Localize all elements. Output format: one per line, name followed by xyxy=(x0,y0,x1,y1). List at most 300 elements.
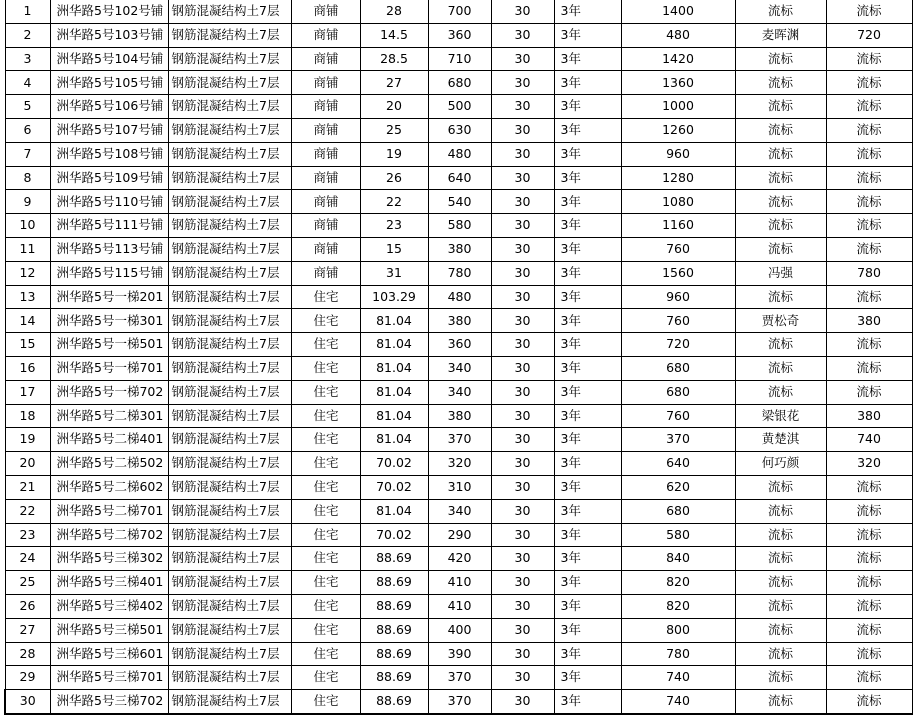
result-cell: 流标 xyxy=(826,190,912,214)
table-row xyxy=(5,475,912,499)
deposit-cell: 30 xyxy=(491,428,554,452)
usage-cell: 商铺 xyxy=(291,214,360,238)
row-number-cell: 17 xyxy=(5,380,50,404)
area-cell: 88.69 xyxy=(360,642,428,666)
deposit-cell: 30 xyxy=(491,523,554,547)
area-cell: 25 xyxy=(360,118,428,142)
result-cell: 流标 xyxy=(826,594,912,618)
address-cell: 洲华路5号109号铺 xyxy=(50,166,168,190)
lease-term-cell: 3年 xyxy=(554,475,621,499)
address-cell: 洲华路5号107号铺 xyxy=(50,118,168,142)
result-cell: 流标 xyxy=(826,142,912,166)
area-cell: 20 xyxy=(360,95,428,119)
structure-cell: 钢筋混凝结构土7层 xyxy=(168,499,291,523)
row-number-cell: 7 xyxy=(5,142,50,166)
lease-term-cell: 3年 xyxy=(554,71,621,95)
lease-term-cell: 3年 xyxy=(554,571,621,595)
lease-term-cell: 3年 xyxy=(554,190,621,214)
structure-cell: 钢筋混凝结构土7层 xyxy=(168,404,291,428)
table-row xyxy=(5,642,912,666)
amount-cell: 1420 xyxy=(621,47,735,71)
area-cell: 26 xyxy=(360,166,428,190)
result-cell: 流标 xyxy=(826,47,912,71)
address-cell: 洲华路5号二梯401 xyxy=(50,428,168,452)
rent-cell: 420 xyxy=(428,547,491,571)
address-cell: 洲华路5号106号铺 xyxy=(50,95,168,119)
structure-cell: 钢筋混凝结构土7层 xyxy=(168,71,291,95)
lease-term-cell: 3年 xyxy=(554,214,621,238)
bidder-cell: 流标 xyxy=(735,333,826,357)
amount-cell: 1260 xyxy=(621,118,735,142)
result-cell: 流标 xyxy=(826,237,912,261)
address-cell: 洲华路5号二梯701 xyxy=(50,499,168,523)
address-cell: 洲华路5号一梯201 xyxy=(50,285,168,309)
area-cell: 31 xyxy=(360,261,428,285)
deposit-cell: 30 xyxy=(491,47,554,71)
amount-cell: 680 xyxy=(621,380,735,404)
lease-term-cell: 3年 xyxy=(554,0,621,23)
row-number-cell: 21 xyxy=(5,475,50,499)
lease-term-cell: 3年 xyxy=(554,333,621,357)
bidder-cell: 流标 xyxy=(735,571,826,595)
structure-cell: 钢筋混凝结构土7层 xyxy=(168,333,291,357)
area-cell: 15 xyxy=(360,237,428,261)
lease-term-cell: 3年 xyxy=(554,356,621,380)
bidder-cell: 流标 xyxy=(735,690,826,714)
table-row xyxy=(5,618,912,642)
structure-cell: 钢筋混凝结构土7层 xyxy=(168,237,291,261)
table-row xyxy=(5,428,912,452)
result-cell: 740 xyxy=(826,428,912,452)
row-number-cell: 13 xyxy=(5,285,50,309)
usage-cell: 商铺 xyxy=(291,237,360,261)
row-number-cell: 24 xyxy=(5,547,50,571)
structure-cell: 钢筋混凝结构土7层 xyxy=(168,142,291,166)
deposit-cell: 30 xyxy=(491,666,554,690)
rent-cell: 380 xyxy=(428,237,491,261)
structure-cell: 钢筋混凝结构土7层 xyxy=(168,0,291,23)
structure-cell: 钢筋混凝结构土7层 xyxy=(168,356,291,380)
usage-cell: 住宅 xyxy=(291,618,360,642)
usage-cell: 住宅 xyxy=(291,594,360,618)
amount-cell: 820 xyxy=(621,594,735,618)
usage-cell: 商铺 xyxy=(291,95,360,119)
usage-cell: 商铺 xyxy=(291,47,360,71)
usage-cell: 住宅 xyxy=(291,499,360,523)
row-number-cell: 8 xyxy=(5,166,50,190)
area-cell: 81.04 xyxy=(360,428,428,452)
lease-term-cell: 3年 xyxy=(554,594,621,618)
lease-term-cell: 3年 xyxy=(554,404,621,428)
lease-term-cell: 3年 xyxy=(554,380,621,404)
result-cell: 流标 xyxy=(826,690,912,714)
structure-cell: 钢筋混凝结构土7层 xyxy=(168,666,291,690)
address-cell: 洲华路5号三梯702 xyxy=(50,690,168,714)
amount-cell: 760 xyxy=(621,237,735,261)
table-row xyxy=(5,452,912,476)
structure-cell: 钢筋混凝结构土7层 xyxy=(168,428,291,452)
usage-cell: 住宅 xyxy=(291,666,360,690)
structure-cell: 钢筋混凝结构土7层 xyxy=(168,452,291,476)
area-cell: 70.02 xyxy=(360,475,428,499)
lease-term-cell: 3年 xyxy=(554,23,621,47)
usage-cell: 住宅 xyxy=(291,452,360,476)
rent-cell: 370 xyxy=(428,690,491,714)
row-number-cell: 1 xyxy=(5,0,50,23)
result-cell: 流标 xyxy=(826,571,912,595)
table-row xyxy=(5,380,912,404)
area-cell: 19 xyxy=(360,142,428,166)
rent-cell: 480 xyxy=(428,285,491,309)
row-number-cell: 27 xyxy=(5,618,50,642)
lease-term-cell: 3年 xyxy=(554,642,621,666)
lease-term-cell: 3年 xyxy=(554,118,621,142)
row-number-cell: 16 xyxy=(5,356,50,380)
area-cell: 81.04 xyxy=(360,499,428,523)
deposit-cell: 30 xyxy=(491,571,554,595)
usage-cell: 住宅 xyxy=(291,356,360,380)
structure-cell: 钢筋混凝结构土7层 xyxy=(168,95,291,119)
result-cell: 流标 xyxy=(826,0,912,23)
amount-cell: 1360 xyxy=(621,71,735,95)
rent-cell: 540 xyxy=(428,190,491,214)
bidder-cell: 流标 xyxy=(735,214,826,238)
row-number-cell: 30 xyxy=(5,690,50,714)
deposit-cell: 30 xyxy=(491,118,554,142)
result-cell: 流标 xyxy=(826,71,912,95)
usage-cell: 商铺 xyxy=(291,71,360,95)
result-cell: 流标 xyxy=(826,356,912,380)
usage-cell: 住宅 xyxy=(291,285,360,309)
amount-cell: 1400 xyxy=(621,0,735,23)
bidder-cell: 流标 xyxy=(735,95,826,119)
address-cell: 洲华路5号三梯701 xyxy=(50,666,168,690)
bidder-cell: 流标 xyxy=(735,594,826,618)
bidder-cell: 流标 xyxy=(735,475,826,499)
deposit-cell: 30 xyxy=(491,166,554,190)
usage-cell: 住宅 xyxy=(291,333,360,357)
deposit-cell: 30 xyxy=(491,214,554,238)
property-lease-table xyxy=(4,0,913,715)
usage-cell: 住宅 xyxy=(291,690,360,714)
area-cell: 88.69 xyxy=(360,571,428,595)
result-cell: 流标 xyxy=(826,475,912,499)
area-cell: 88.69 xyxy=(360,547,428,571)
result-cell: 流标 xyxy=(826,523,912,547)
structure-cell: 钢筋混凝结构土7层 xyxy=(168,166,291,190)
usage-cell: 商铺 xyxy=(291,166,360,190)
deposit-cell: 30 xyxy=(491,547,554,571)
deposit-cell: 30 xyxy=(491,333,554,357)
usage-cell: 住宅 xyxy=(291,523,360,547)
amount-cell: 480 xyxy=(621,23,735,47)
structure-cell: 钢筋混凝结构土7层 xyxy=(168,547,291,571)
address-cell: 洲华路5号一梯301 xyxy=(50,309,168,333)
amount-cell: 680 xyxy=(621,499,735,523)
structure-cell: 钢筋混凝结构土7层 xyxy=(168,261,291,285)
bidder-cell: 流标 xyxy=(735,190,826,214)
address-cell: 洲华路5号二梯602 xyxy=(50,475,168,499)
row-number-cell: 29 xyxy=(5,666,50,690)
table-row xyxy=(5,166,912,190)
bidder-cell: 流标 xyxy=(735,547,826,571)
structure-cell: 钢筋混凝结构土7层 xyxy=(168,190,291,214)
area-cell: 88.69 xyxy=(360,666,428,690)
row-number-cell: 22 xyxy=(5,499,50,523)
table-row xyxy=(5,190,912,214)
result-cell: 流标 xyxy=(826,618,912,642)
table-row xyxy=(5,237,912,261)
usage-cell: 商铺 xyxy=(291,190,360,214)
row-number-cell: 3 xyxy=(5,47,50,71)
bidder-cell: 流标 xyxy=(735,166,826,190)
area-cell: 22 xyxy=(360,190,428,214)
row-number-cell: 2 xyxy=(5,23,50,47)
deposit-cell: 30 xyxy=(491,356,554,380)
area-cell: 23 xyxy=(360,214,428,238)
amount-cell: 1080 xyxy=(621,190,735,214)
rent-cell: 340 xyxy=(428,380,491,404)
deposit-cell: 30 xyxy=(491,452,554,476)
lease-term-cell: 3年 xyxy=(554,285,621,309)
rent-cell: 380 xyxy=(428,309,491,333)
bidder-cell: 流标 xyxy=(735,71,826,95)
rent-cell: 500 xyxy=(428,95,491,119)
rent-cell: 310 xyxy=(428,475,491,499)
address-cell: 洲华路5号一梯702 xyxy=(50,380,168,404)
structure-cell: 钢筋混凝结构土7层 xyxy=(168,618,291,642)
result-cell: 380 xyxy=(826,404,912,428)
table-row xyxy=(5,523,912,547)
deposit-cell: 30 xyxy=(491,642,554,666)
rent-cell: 370 xyxy=(428,428,491,452)
area-cell: 81.04 xyxy=(360,356,428,380)
address-cell: 洲华路5号115号铺 xyxy=(50,261,168,285)
bidder-cell: 流标 xyxy=(735,356,826,380)
usage-cell: 住宅 xyxy=(291,475,360,499)
amount-cell: 740 xyxy=(621,666,735,690)
bidder-cell: 流标 xyxy=(735,380,826,404)
bidder-cell: 何巧颜 xyxy=(735,452,826,476)
amount-cell: 620 xyxy=(621,475,735,499)
amount-cell: 800 xyxy=(621,618,735,642)
result-cell: 320 xyxy=(826,452,912,476)
row-number-cell: 26 xyxy=(5,594,50,618)
lease-term-cell: 3年 xyxy=(554,452,621,476)
bidder-cell: 冯强 xyxy=(735,261,826,285)
result-cell: 780 xyxy=(826,261,912,285)
amount-cell: 780 xyxy=(621,642,735,666)
area-cell: 103.29 xyxy=(360,285,428,309)
amount-cell: 960 xyxy=(621,142,735,166)
result-cell: 流标 xyxy=(826,95,912,119)
amount-cell: 960 xyxy=(621,285,735,309)
structure-cell: 钢筋混凝结构土7层 xyxy=(168,523,291,547)
table-row xyxy=(5,214,912,238)
address-cell: 洲华路5号102号铺 xyxy=(50,0,168,23)
amount-cell: 640 xyxy=(621,452,735,476)
bidder-cell: 流标 xyxy=(735,618,826,642)
address-cell: 洲华路5号104号铺 xyxy=(50,47,168,71)
structure-cell: 钢筋混凝结构土7层 xyxy=(168,571,291,595)
result-cell: 流标 xyxy=(826,499,912,523)
table-row xyxy=(5,0,912,23)
result-cell: 流标 xyxy=(826,547,912,571)
address-cell: 洲华路5号110号铺 xyxy=(50,190,168,214)
amount-cell: 720 xyxy=(621,333,735,357)
row-number-cell: 15 xyxy=(5,333,50,357)
area-cell: 81.04 xyxy=(360,309,428,333)
amount-cell: 760 xyxy=(621,309,735,333)
structure-cell: 钢筋混凝结构土7层 xyxy=(168,118,291,142)
bidder-cell: 黄楚淇 xyxy=(735,428,826,452)
table-row xyxy=(5,23,912,47)
result-cell: 流标 xyxy=(826,380,912,404)
deposit-cell: 30 xyxy=(491,261,554,285)
area-cell: 28 xyxy=(360,0,428,23)
deposit-cell: 30 xyxy=(491,95,554,119)
amount-cell: 1000 xyxy=(621,95,735,119)
row-number-cell: 12 xyxy=(5,261,50,285)
deposit-cell: 30 xyxy=(491,499,554,523)
structure-cell: 钢筋混凝结构土7层 xyxy=(168,594,291,618)
amount-cell: 820 xyxy=(621,571,735,595)
address-cell: 洲华路5号三梯601 xyxy=(50,642,168,666)
bidder-cell: 流标 xyxy=(735,666,826,690)
deposit-cell: 30 xyxy=(491,190,554,214)
lease-term-cell: 3年 xyxy=(554,618,621,642)
rent-cell: 630 xyxy=(428,118,491,142)
table-row xyxy=(5,690,912,714)
result-cell: 流标 xyxy=(826,642,912,666)
table-row xyxy=(5,118,912,142)
area-cell: 28.5 xyxy=(360,47,428,71)
row-number-cell: 19 xyxy=(5,428,50,452)
area-cell: 88.69 xyxy=(360,690,428,714)
usage-cell: 商铺 xyxy=(291,23,360,47)
bidder-cell: 麦晖渊 xyxy=(735,23,826,47)
table-row xyxy=(5,47,912,71)
row-number-cell: 6 xyxy=(5,118,50,142)
row-number-cell: 23 xyxy=(5,523,50,547)
usage-cell: 住宅 xyxy=(291,404,360,428)
rent-cell: 320 xyxy=(428,452,491,476)
address-cell: 洲华路5号二梯502 xyxy=(50,452,168,476)
amount-cell: 1560 xyxy=(621,261,735,285)
row-number-cell: 20 xyxy=(5,452,50,476)
usage-cell: 商铺 xyxy=(291,261,360,285)
bidder-cell: 流标 xyxy=(735,237,826,261)
rent-cell: 780 xyxy=(428,261,491,285)
area-cell: 88.69 xyxy=(360,594,428,618)
rent-cell: 290 xyxy=(428,523,491,547)
lease-term-cell: 3年 xyxy=(554,237,621,261)
address-cell: 洲华路5号一梯701 xyxy=(50,356,168,380)
lease-term-cell: 3年 xyxy=(554,309,621,333)
lease-term-cell: 3年 xyxy=(554,666,621,690)
address-cell: 洲华路5号103号铺 xyxy=(50,23,168,47)
amount-cell: 1160 xyxy=(621,214,735,238)
row-number-cell: 18 xyxy=(5,404,50,428)
lease-term-cell: 3年 xyxy=(554,547,621,571)
rent-cell: 680 xyxy=(428,71,491,95)
bidder-cell: 流标 xyxy=(735,142,826,166)
bidder-cell: 流标 xyxy=(735,0,826,23)
table-row xyxy=(5,547,912,571)
rent-cell: 390 xyxy=(428,642,491,666)
structure-cell: 钢筋混凝结构土7层 xyxy=(168,309,291,333)
result-cell: 流标 xyxy=(826,333,912,357)
rent-cell: 340 xyxy=(428,356,491,380)
row-number-cell: 14 xyxy=(5,309,50,333)
address-cell: 洲华路5号三梯501 xyxy=(50,618,168,642)
amount-cell: 840 xyxy=(621,547,735,571)
usage-cell: 商铺 xyxy=(291,118,360,142)
amount-cell: 1280 xyxy=(621,166,735,190)
area-cell: 81.04 xyxy=(360,333,428,357)
result-cell: 流标 xyxy=(826,166,912,190)
structure-cell: 钢筋混凝结构土7层 xyxy=(168,47,291,71)
bidder-cell: 流标 xyxy=(735,118,826,142)
table-row xyxy=(5,356,912,380)
deposit-cell: 30 xyxy=(491,475,554,499)
rent-cell: 380 xyxy=(428,404,491,428)
amount-cell: 760 xyxy=(621,404,735,428)
amount-cell: 680 xyxy=(621,356,735,380)
usage-cell: 商铺 xyxy=(291,142,360,166)
rent-cell: 640 xyxy=(428,166,491,190)
result-cell: 流标 xyxy=(826,118,912,142)
row-number-cell: 25 xyxy=(5,571,50,595)
table-row xyxy=(5,71,912,95)
address-cell: 洲华路5号113号铺 xyxy=(50,237,168,261)
amount-cell: 370 xyxy=(621,428,735,452)
deposit-cell: 30 xyxy=(491,594,554,618)
structure-cell: 钢筋混凝结构土7层 xyxy=(168,475,291,499)
result-cell: 720 xyxy=(826,23,912,47)
rent-cell: 370 xyxy=(428,666,491,690)
bidder-cell: 流标 xyxy=(735,523,826,547)
usage-cell: 住宅 xyxy=(291,547,360,571)
deposit-cell: 30 xyxy=(491,23,554,47)
deposit-cell: 30 xyxy=(491,237,554,261)
table-row xyxy=(5,571,912,595)
deposit-cell: 30 xyxy=(491,309,554,333)
area-cell: 88.69 xyxy=(360,618,428,642)
rent-cell: 700 xyxy=(428,0,491,23)
amount-cell: 580 xyxy=(621,523,735,547)
lease-term-cell: 3年 xyxy=(554,166,621,190)
deposit-cell: 30 xyxy=(491,142,554,166)
address-cell: 洲华路5号111号铺 xyxy=(50,214,168,238)
bidder-cell: 贾松奇 xyxy=(735,309,826,333)
address-cell: 洲华路5号108号铺 xyxy=(50,142,168,166)
rent-cell: 710 xyxy=(428,47,491,71)
table-row xyxy=(5,499,912,523)
lease-term-cell: 3年 xyxy=(554,142,621,166)
rent-cell: 400 xyxy=(428,618,491,642)
bidder-cell: 流标 xyxy=(735,47,826,71)
rent-cell: 410 xyxy=(428,594,491,618)
deposit-cell: 30 xyxy=(491,380,554,404)
bidder-cell: 流标 xyxy=(735,499,826,523)
lease-term-cell: 3年 xyxy=(554,47,621,71)
row-number-cell: 5 xyxy=(5,95,50,119)
rent-cell: 410 xyxy=(428,571,491,595)
rent-cell: 360 xyxy=(428,333,491,357)
bidder-cell: 流标 xyxy=(735,285,826,309)
lease-term-cell: 3年 xyxy=(554,428,621,452)
